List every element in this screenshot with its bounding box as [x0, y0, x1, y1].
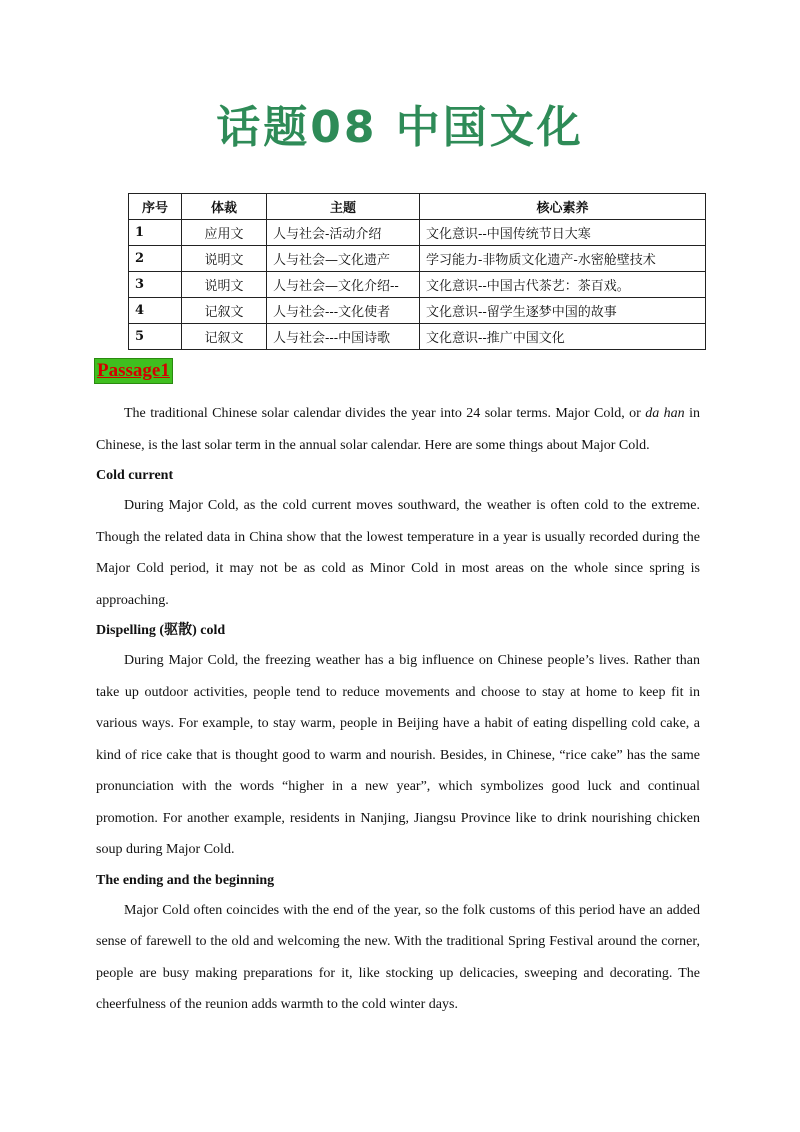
page-title: 话题08 中国文化 [216, 102, 584, 153]
row-theme: 人与社会---文化使者 [267, 298, 420, 324]
row-theme: 人与社会-活动介绍 [267, 220, 420, 246]
table-row [129, 298, 706, 324]
intro-text-part1: The traditional Chinese solar calendar divides the year into 24 solar terms. Major Cold, or [124, 406, 646, 421]
table-row [129, 246, 706, 272]
row-number: 1 [129, 220, 182, 246]
section-paragraph: During Major Cold, the freezing weather has a big influence on Chinese people’s lives. Rather than take up outdoor activities, people tend to reduce movements and choose to stay at home to keep fit in various ways. For example, to stay warm, people in Beijing have a habit of eating dispelling cold cake, a kind of rice cake that is thought good to warm and nourish. Besides, in Chinese, “rice cake” has the same pronunciation with the words “higher in a new year”, which symbolizes good luck and continual promotion. For another example, residents in Nanjing, Jiangsu Province like to drink nourishing chicken soup during Major Cold. [96, 653, 700, 857]
header-number: 序号 [129, 194, 182, 220]
table-row [129, 272, 706, 298]
row-core: 文化意识--中国古代茶艺：茶百戏。 [420, 272, 706, 298]
table-row [129, 324, 706, 350]
row-core: 文化意识--中国传统节日大寒 [420, 220, 706, 246]
section-paragraph: During Major Cold, as the cold current moves southward, the weather is often cold to the extreme. Though the related data in China show that the lowest temperature in a year is usually recorded during the Major Cold period, it may not be as cold as Minor Cold in most areas on the whole since spring is approaching. [96, 498, 700, 608]
table-header-row [129, 194, 706, 220]
intro-paragraph [96, 398, 700, 461]
section-heading: The ending and the beginning [96, 872, 275, 888]
row-theme: 人与社会—文化介绍-- [267, 272, 420, 298]
row-theme: 人与社会---中国诗歌 [267, 324, 420, 350]
row-core: 文化意识--推广中国文化 [420, 324, 706, 350]
row-number: 4 [129, 298, 182, 324]
header-genre: 体裁 [182, 194, 267, 220]
passage-label: Passage1 [94, 358, 173, 384]
row-theme: 人与社会—文化遗产 [267, 246, 420, 272]
section-heading: Cold current [96, 468, 174, 483]
row-number: 3 [129, 272, 182, 298]
row-genre: 说明文 [182, 246, 267, 272]
section-heading: Dispelling (驱散) cold [96, 623, 226, 638]
table-row [129, 220, 706, 246]
row-core: 文化意识--留学生逐梦中国的故事 [420, 298, 706, 324]
row-genre: 记叙文 [182, 298, 267, 324]
row-genre: 记叙文 [182, 324, 267, 350]
header-core: 核心素养 [420, 194, 706, 220]
row-core: 学习能力-非物质文化遗产-水密舱壁技术 [420, 246, 706, 272]
row-genre: 说明文 [182, 272, 267, 298]
intro-italic-term: da han [645, 406, 685, 421]
passage-body [96, 398, 700, 1021]
header-theme: 主题 [267, 194, 420, 220]
section-paragraph: Major Cold often coincides with the end of the year, so the folk customs of this period have an added sense of farewell to the old and welcoming the new. With the traditional Spring Festival around the corner, people are busy making preparations for it, like stocking up delicacies, sweeping and decorating. The cheerfulness of the reunion adds warmth to the cold winter days. [96, 902, 700, 1012]
topic-table [128, 193, 706, 350]
row-number: 5 [129, 324, 182, 350]
row-genre: 应用文 [182, 220, 267, 246]
intro-text-part2: in Chinese, is the last solar term in the annual solar calendar. Here are some things about Major Cold. [96, 406, 701, 453]
row-number: 2 [129, 246, 182, 272]
